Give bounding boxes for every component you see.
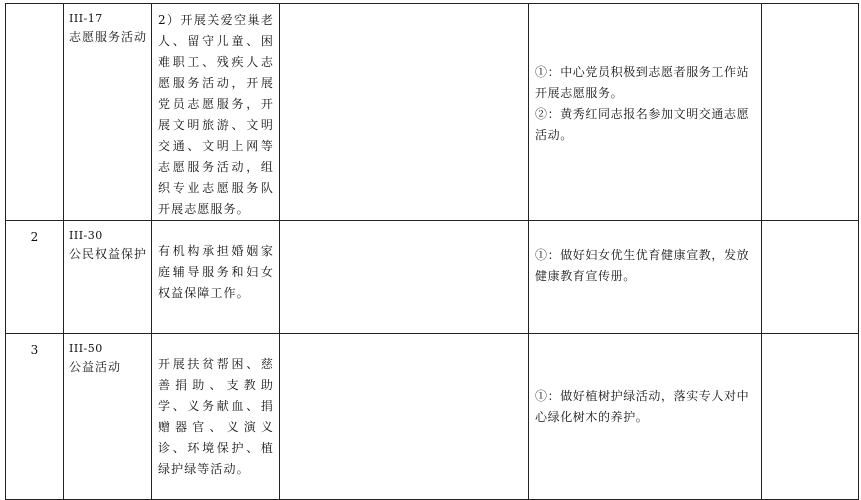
result-cell: [529, 334, 762, 500]
item-content: 2）开展关爱空巢老人、留守儿童、困难职工、残疾人志愿服务活动，开展党员志愿服务，开展文明旅游、文明交通、文明上网等志愿服务活动，组织专业志愿服务队开展志愿服务。: [152, 4, 280, 221]
table-row: [6, 4, 859, 221]
table-row: [6, 334, 859, 500]
blank-cell: [762, 4, 859, 221]
item-code-cell: [64, 334, 152, 500]
item-code-cell: [64, 221, 152, 334]
item-code-cell: [64, 4, 152, 221]
item-title: 志愿服务活动: [69, 30, 148, 44]
row-sequence: [6, 4, 64, 221]
item-code: III-50: [69, 342, 103, 355]
item-code: III-30: [69, 229, 103, 242]
item-content: 有机构承担婚姻家庭辅导服务和妇女权益保障工作。: [152, 221, 280, 334]
blank-cell: [762, 334, 859, 500]
row-sequence: 3: [6, 334, 64, 500]
result-item: ①：中心党员积极到志愿者服务工作站开展志愿服务。: [535, 65, 750, 100]
item-code: III-17: [69, 12, 103, 25]
blank-cell: [280, 221, 529, 334]
result-cell: [529, 221, 762, 334]
result-cell: [529, 4, 762, 221]
item-content: 开展扶贫帮困、慈善捐助、支教助学、义务献血、捐赠器官、义演义诊、环境保护、植绿护绿等活动。: [152, 334, 280, 500]
blank-cell: [280, 4, 529, 221]
table-row: [6, 221, 859, 334]
blank-cell: [280, 334, 529, 500]
row-sequence: 2: [6, 221, 64, 334]
item-title: 公益活动: [69, 360, 122, 374]
result-item: ①：做好植树护绿活动，落实专人对中心绿化树木的养护。: [535, 389, 750, 424]
item-title: 公民权益保护: [69, 247, 148, 261]
result-item: ①：做好妇女优生优育健康宣教，发放健康教育宣传册。: [535, 248, 750, 283]
record-table: [5, 3, 859, 500]
blank-cell: [762, 221, 859, 334]
result-item: ②：黄秀红同志报名参加文明交通志愿活动。: [535, 107, 750, 142]
